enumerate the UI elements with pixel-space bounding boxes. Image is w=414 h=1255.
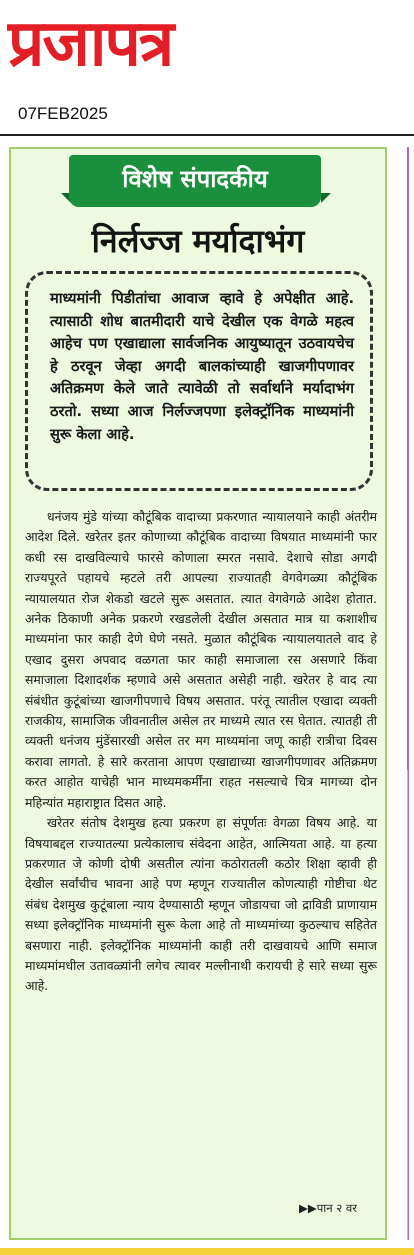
editorial-article xyxy=(9,147,387,1240)
lead-box xyxy=(25,271,373,491)
masthead xyxy=(0,0,414,96)
header-divider xyxy=(0,134,414,136)
section-banner: विशेष संपादकीय xyxy=(69,155,321,207)
continued-on-page: ▶▶पान २ वर xyxy=(299,1201,357,1215)
article-body xyxy=(25,507,377,997)
publication-date: 07FEB2025 xyxy=(18,104,108,123)
banner-fold-right xyxy=(321,193,331,203)
body-paragraph: खरेतर संतोष देशमुख हत्या प्रकरण हा संपूर्णतः वेगळा विषय आहे. या विषयाबद्दल राज्यातल्या प्रत्येकालाच संवेदना आहेत, आत्मियता आहे. या हत्या प्रकरणात जे कोणी दोषी असतील त्यांना कठोरातली कठोर शिक्षा व्हावी ही देखील सर्वांचीच भावना आहे पण म्हणून राज्यातील कोणत्याही गोष्टीचा थेट संबंध देशमुख कुटूंबाला न्याय देण्यासाठी म्हणून जोडायचा जो द्राविडी प्राणायाम सध्या इलेक्ट्रॉनिक माध्यमांनी सुरू केला आहे तो माध्यमांच्या कुठल्याच सहितेत बसणारा नाही. इलेक्ट्रॉनिक माध्यमांनी काही तरी दाखवायचे आणि समाज माध्यमांमधील उतावळ्यांनी लगेच त्यावर मल्लीनाथी करायची हे सारे सध्या सुरू आहे. xyxy=(25,815,377,994)
bottom-color-strip xyxy=(0,1248,414,1255)
newspaper-logo: प्रजापत्र xyxy=(8,6,173,81)
article-headline: निर्लज्ज मर्यादाभंग xyxy=(91,222,305,260)
lead-text: माध्यमांनी पिडीतांचा आवाज व्हावे हे अपेक्षीत आहे. त्यासाठी शोध बातमीदारी याचे देखील एक वेगळे महत्व आहेच पण एखाद्याला सार्वजनिक आयुष्यातून उठवायचेच हे ठरवून जेव्हा अगदी बालकांच्याही खाजगीपणावर अतिक्रमण केले जाते त्यावेळी तो सर्वार्थाने मर्यादाभंग ठरतो. सध्या आज निर्लज्जपणा इलेक्ट्रॉनिक माध्यमांनी सुरू केला आहे. xyxy=(50,290,354,443)
adjacent-column-divider xyxy=(407,770,414,1240)
body-paragraph: धनंजय मुंडे यांच्या कौटूंबिक वादाच्या प्रकरणात न्यायालयाने काही अंतरीम आदेश दिले. खरेतर इतर कोणाच्या कौटूंबिक वादाच्या विषयात माध्यमांनी फार कधी रस दाखविल्याचे फारसे कोणाला स्मरत नसावे. देशाचे सोडा अगदी राज्यपूरते पहायचे म्हटले तरी आपल्या राज्यातही वेगवेगळ्या कौटूंबिक न्यायालयात रोज शेकडो खटले सुरू असतात. त्यात वेगवेगळे आदेश होतात. अनेक ठिकाणी अनेक प्रकरणे रखडलेली देखील असतात मात्र या कशाशीच माध्यमांना फार काही देणे घेणे नसते. मुळात कौटूंबिक न्यायालयातले वाद हे एखाद दुसरा अपवाद वळगता फार काही समाजाला रस असणारे किंवा समाजाला दिशादर्शक म्हणावे असे असतात असेही नाही. खरेतर हे वाद त्या संबंधीत कुटूंबांच्या खाजगीपणाचे विषय असतात. परंतू त्यातील एखादा व्यक्ती राजकीय, सामाजिक जीवनातील असेल तर माध्यमे त्यात रस घेतात. त्यातही ती व्यक्ती धनंजय मुंडेंसारखी असेल तर मग माध्यमांना जणू काही रात्रीचा दिवस करावा लागतो. हे सारे करताना आपण एखाद्याच्या खाजगीपणावर अतिक्रमण करत आहोत याचेही भान माध्यमकर्मींना राहत नसल्याचे चित्र मागच्या दोन महिन्यांत महाराष्ट्रात दिसत आहे. xyxy=(25,509,377,810)
